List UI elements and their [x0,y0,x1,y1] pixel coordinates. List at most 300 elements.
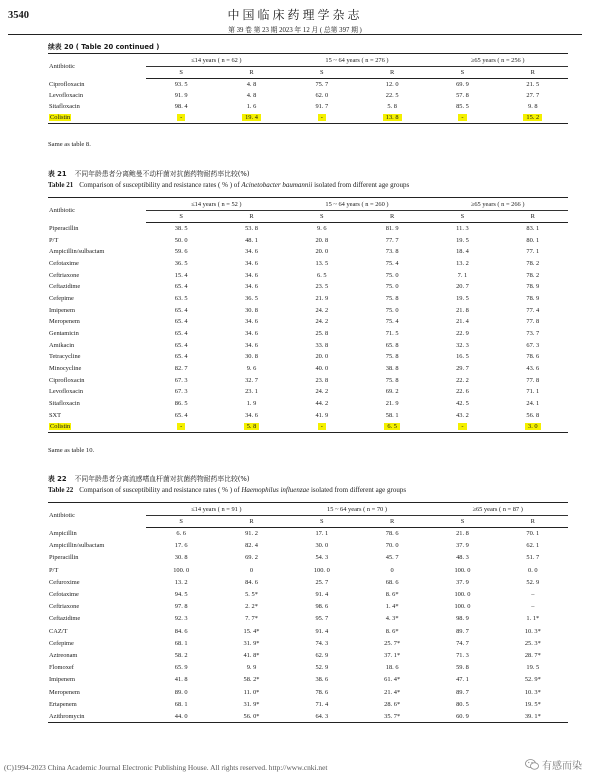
table-21-title-cn-text: 不同年龄患者分离鲍曼不动杆菌对抗菌药物耐药率比较(%) [74,170,250,178]
rate-value: 43. 6 [526,365,540,373]
rate-value: 15. 4 [174,271,188,279]
value-cell [287,410,357,422]
value-cell [427,374,497,386]
rate-value: 77. 1 [526,248,540,256]
rate-value: 89. 7 [456,627,469,635]
antibiotic-name-cell [48,339,146,351]
value-cell [357,625,427,637]
value-cell [498,674,568,686]
rate-value: 78. 2 [526,271,540,279]
value-cell [357,552,427,564]
rate-value: 21. 9 [315,294,329,302]
rate-value: 6. 5 [317,271,327,279]
susceptible-header: S [146,516,216,528]
antibiotic-name: Aztreonam [49,651,78,659]
resistant-header: R [357,516,427,528]
value-cell [427,710,497,722]
rate-value: 33. 8 [315,341,329,349]
value-cell [357,223,427,235]
value-cell [357,410,427,422]
table-row [48,90,568,101]
table-row [48,576,568,588]
antibiotic-name: Ampicillin [49,530,77,538]
value-cell [146,637,216,649]
value-cell [498,112,568,123]
antibiotic-name-cell [48,101,146,112]
value-cell [216,281,286,293]
rate-value: 65. 8 [385,341,399,349]
value-cell [498,223,568,235]
value-cell [357,234,427,246]
issue-info: 第 39 卷 第 23 期 2023 年 12 月 ( 总第 397 期 ) [228,27,362,34]
rate-value: 41. 8 [174,676,188,684]
value-cell [216,269,286,281]
antibiotic-name-cell [48,649,146,661]
value-cell [357,269,427,281]
antibiotic-name-cell [48,328,146,340]
table-row [48,398,568,410]
value-cell [216,223,286,235]
value-cell [287,613,357,625]
rate-value: 4. 3* [385,615,399,623]
antibiotic-name: Ceftazidime [49,615,81,623]
antibiotic-name-cell [48,223,146,235]
value-cell [498,258,568,270]
rate-value: 78. 2 [526,259,540,267]
table-22-title-en [48,485,568,496]
rate-value: 77. 7 [385,236,399,244]
table-row [48,258,568,270]
rate-value: 78. 9 [526,283,540,291]
antibiotic-name: Sitafloxacin [49,102,80,110]
rate-value: 75. 4 [385,259,399,267]
rate-value: 57. 8 [456,91,469,99]
table-row [48,662,568,674]
rate-value: 34. 6 [245,271,258,279]
rate-value: 9. 9 [246,664,257,672]
rate-value: 19. 5 [456,236,469,244]
table-20-block [48,42,568,124]
rate-value: 21. 8 [456,530,469,538]
value-cell [287,528,357,540]
susceptible-header: S [287,67,357,79]
rate-value: 80. 1 [526,236,540,244]
value-cell [287,112,357,123]
antibiotic-name: Meropenem [49,688,80,696]
rate-value: - [458,423,466,430]
rate-value: 30. 0 [315,542,329,550]
rate-value: 92. 3 [174,615,188,623]
value-cell [427,686,497,698]
rate-value: 68. 1 [174,700,188,708]
rate-value: 19. 5 [526,664,540,672]
watermark [525,757,582,772]
rate-value: 70. 1 [526,530,540,538]
rate-value: 6. 5 [384,423,400,430]
rate-value: 65. 4 [174,306,188,314]
value-cell [357,90,427,101]
value-cell [287,258,357,270]
antibiotic-name: Minocycline [49,365,82,373]
rate-value: 34. 6 [245,330,258,338]
value-cell [146,528,216,540]
value-cell [216,674,286,686]
antibiotic-name: Cefotaxime [49,259,79,267]
table-row [48,79,568,90]
value-cell [216,588,286,600]
value-cell [357,674,427,686]
value-cell [498,293,568,305]
rate-value: 22. 2 [456,376,469,384]
value-cell [427,613,497,625]
value-cell [216,576,286,588]
value-cell [498,339,568,351]
rate-value: 54. 3 [315,554,329,562]
rate-value: 65. 4 [174,411,188,419]
rate-value: 48. 3 [456,554,469,562]
value-cell [498,234,568,246]
rate-value: 6. 6 [176,530,186,538]
value-cell [146,552,216,564]
rate-value: 25. 7* [384,639,401,647]
value-cell [357,613,427,625]
watermark-text: 有感而染 [542,761,582,772]
rate-value: 37. 1* [384,651,401,659]
value-cell [498,374,568,386]
rate-value: 78. 6 [315,688,329,696]
value-cell [427,363,497,375]
rate-value: 34. 6 [245,283,258,291]
resistant-header: R [357,211,427,223]
rate-value: 24. 2 [315,388,329,396]
value-cell [146,351,216,363]
rate-value: 85. 5 [456,102,469,110]
antibiotic-name-cell [48,576,146,588]
value-cell [427,674,497,686]
rate-value: 71. 1 [526,388,540,396]
rate-value: 19. 5 [456,294,469,302]
value-cell [427,90,497,101]
rate-value: 84. 6 [245,578,258,586]
antibiotic-name: Cefepime [49,639,74,647]
antibiotic-name: Piperacillin [49,554,79,562]
value-cell [498,710,568,722]
value-cell [146,374,216,386]
rate-value: – [531,591,535,599]
antibiotic-name: Ceftazidime [49,283,81,291]
value-cell [287,601,357,613]
value-cell [146,564,216,576]
rate-value: 11. 0* [243,688,260,696]
rate-value: 78. 6 [526,353,540,361]
value-cell [146,339,216,351]
rate-value: 100. 0 [454,603,471,611]
value-cell [146,398,216,410]
age-group-header: 15 ~ 64 years ( n = 70 ) [287,503,428,516]
rate-value: 67. 3 [526,341,540,349]
rate-value: 36. 5 [245,294,258,302]
rate-value: 83. 1 [526,225,540,233]
table-21-title-en-a: Comparison of susceptibility and resistance rates ( % ) of [79,181,242,189]
rate-value: 62. 0 [315,91,329,99]
table-row [48,552,568,564]
table-row [48,588,568,600]
table-22-title-cn-text: 不同年龄患者分离流感嗜血杆菌对抗菌药物耐药率比较(%) [74,475,250,483]
rate-value: 4. 8 [246,80,257,88]
rate-value: 31. 9* [243,639,260,647]
value-cell [357,101,427,112]
table-21 [48,197,568,433]
value-cell [498,613,568,625]
rate-value: 22. 5 [385,91,399,99]
antibiotic-name-cell [48,281,146,293]
antibiotic-name: Ampicillin/sulbactam [49,248,105,256]
value-cell [216,564,286,576]
value-cell [498,686,568,698]
rate-value: 91. 4 [315,627,329,635]
value-cell [216,710,286,722]
table-row [48,649,568,661]
value-cell [216,339,286,351]
value-cell [498,328,568,340]
value-cell [287,339,357,351]
value-cell [427,258,497,270]
rate-value: 56. 0* [243,712,260,720]
value-cell [498,316,568,328]
antibiotic-name-cell [48,374,146,386]
rate-value: 94. 5 [174,591,188,599]
rate-value: 8. 6* [385,627,399,635]
value-cell [357,328,427,340]
table-22-number-en: Table 22 [48,486,74,494]
table-row [48,281,568,293]
rate-value: 100. 0 [173,566,190,574]
antibiotic-name: P/T [49,236,59,244]
rate-value: 95. 7 [315,615,329,623]
value-cell [357,246,427,258]
rate-value: 91. 4 [315,591,329,599]
antibiotic-name: Ciprofloxacin [49,376,85,384]
rate-value: 75. 4 [385,318,399,326]
header-rule [8,34,582,35]
value-cell [146,386,216,398]
rate-value: 35. 7* [384,712,401,720]
rate-value: 12. 0 [385,80,399,88]
rate-value: 1. 1* [526,615,540,623]
value-cell [216,421,286,433]
antibiotic-name: Sitafloxacin [49,400,80,408]
value-cell [357,281,427,293]
value-cell [427,79,497,90]
table-20-caption: 续表 20 ( Table 20 continued ) [48,43,160,51]
value-cell [287,637,357,649]
rate-value: 34. 6 [245,318,258,326]
value-cell [146,540,216,552]
value-cell [357,564,427,576]
rate-value: 20. 0 [315,353,329,361]
antibiotic-name: Ceftriaxone [49,271,80,279]
value-cell [146,246,216,258]
rate-value: 69. 2 [245,554,258,562]
value-cell [146,410,216,422]
value-cell [498,564,568,576]
antibiotic-name: Amikacin [49,341,75,349]
value-cell [427,398,497,410]
value-cell [498,540,568,552]
resistant-header: R [216,211,286,223]
rate-value: 52. 9* [524,676,541,684]
table-22-species: Haemophilus influenzae [241,486,310,494]
susceptible-header: S [427,516,497,528]
rate-value: 44. 0 [174,712,188,720]
value-cell [287,564,357,576]
table-row [48,223,568,235]
value-cell [146,316,216,328]
antibiotic-name-cell [48,528,146,540]
rate-value: 75. 0 [385,283,399,291]
value-cell [287,398,357,410]
value-cell [427,101,497,112]
susceptible-header: S [146,67,216,79]
value-cell [216,363,286,375]
antibiotic-name: Meropenem [49,318,80,326]
antibiotic-name-cell [48,79,146,90]
value-cell [216,386,286,398]
rate-value: 16. 5 [456,353,469,361]
value-cell [146,576,216,588]
rate-value: 13. 8 [383,114,402,121]
table-row [48,293,568,305]
antibiotic-name: Flomoxef [49,664,74,672]
rate-value: 21. 4* [384,688,401,696]
rate-value: 7. 1 [457,271,468,279]
value-cell [216,112,286,123]
value-cell [287,304,357,316]
value-cell [357,698,427,710]
value-cell [357,304,427,316]
antibiotic-name-cell [48,351,146,363]
table-row [48,386,568,398]
value-cell [146,328,216,340]
value-cell [146,293,216,305]
value-cell [427,246,497,258]
value-cell [498,421,568,433]
table-21-number-cn: 表 21 [48,170,67,178]
rate-value: 67. 3 [174,376,188,384]
value-cell [216,351,286,363]
value-cell [498,246,568,258]
wechat-icon [525,759,539,770]
rate-value: 1. 6 [246,102,257,110]
value-cell [427,328,497,340]
resistant-header: R [357,67,427,79]
rate-value: 78. 6 [385,530,399,538]
rate-value: - [177,423,185,430]
value-cell [287,576,357,588]
table-row [48,601,568,613]
table-22 [48,502,568,723]
antibiotic-header: Antibiotic [48,198,146,223]
rate-value: 29. 7 [456,365,469,373]
rate-value: 30. 8 [174,554,188,562]
antibiotic-name: Ciprofloxacin [49,80,85,88]
rate-value: 0 [249,566,254,574]
rate-value: 82. 7 [174,365,188,373]
table-row [48,246,568,258]
antibiotic-name-cell [48,269,146,281]
rate-value: 77. 8 [526,318,540,326]
rate-value: 98. 4 [174,102,188,110]
value-cell [427,528,497,540]
table-row [48,351,568,363]
value-cell [216,293,286,305]
value-cell [287,540,357,552]
antibiotic-name-cell [48,316,146,328]
table-row [48,528,568,540]
rate-value: 47. 1 [456,676,469,684]
value-cell [498,528,568,540]
rate-value: 89. 0 [174,688,188,696]
rate-value: 68. 6 [385,578,399,586]
susceptible-header: S [146,211,216,223]
antibiotic-name: SXT [49,411,62,419]
value-cell [287,374,357,386]
rate-value: 56. 8 [526,411,540,419]
table-row [48,564,568,576]
antibiotic-name-cell [48,662,146,674]
value-cell [146,625,216,637]
rate-value: 25. 3* [524,639,541,647]
value-cell [146,421,216,433]
antibiotic-name: Azithromycin [49,712,85,720]
table-22-block [48,474,568,723]
value-cell [216,637,286,649]
value-cell [287,351,357,363]
rate-value: 21. 5 [526,80,540,88]
table-row [48,374,568,386]
rate-value: 0 [390,566,394,574]
rate-value: 37. 9 [456,542,469,550]
rate-value: 89. 7 [456,688,469,696]
rate-value: 41. 8* [243,651,260,659]
value-cell [146,588,216,600]
value-cell [216,686,286,698]
susceptible-header: S [287,516,357,528]
value-cell [427,386,497,398]
value-cell [216,79,286,90]
antibiotic-name-cell [48,258,146,270]
rate-value: 40. 0 [315,365,329,373]
value-cell [498,90,568,101]
antibiotic-name-cell [48,112,146,123]
rate-value: 8. 6* [385,591,399,599]
value-cell [216,234,286,246]
rate-value: 71. 4 [315,700,329,708]
value-cell [427,339,497,351]
table-row [48,339,568,351]
table-20 [48,53,568,124]
antibiotic-name-cell [48,625,146,637]
rate-value: 17. 6 [174,542,188,550]
table-row [48,363,568,375]
value-cell [357,686,427,698]
table-row [48,710,568,722]
value-cell [146,686,216,698]
rate-value: 15. 2 [523,114,542,121]
value-cell [287,662,357,674]
rate-value: - [177,114,185,121]
journal-title: 中国临床药理学杂志 [227,8,363,22]
